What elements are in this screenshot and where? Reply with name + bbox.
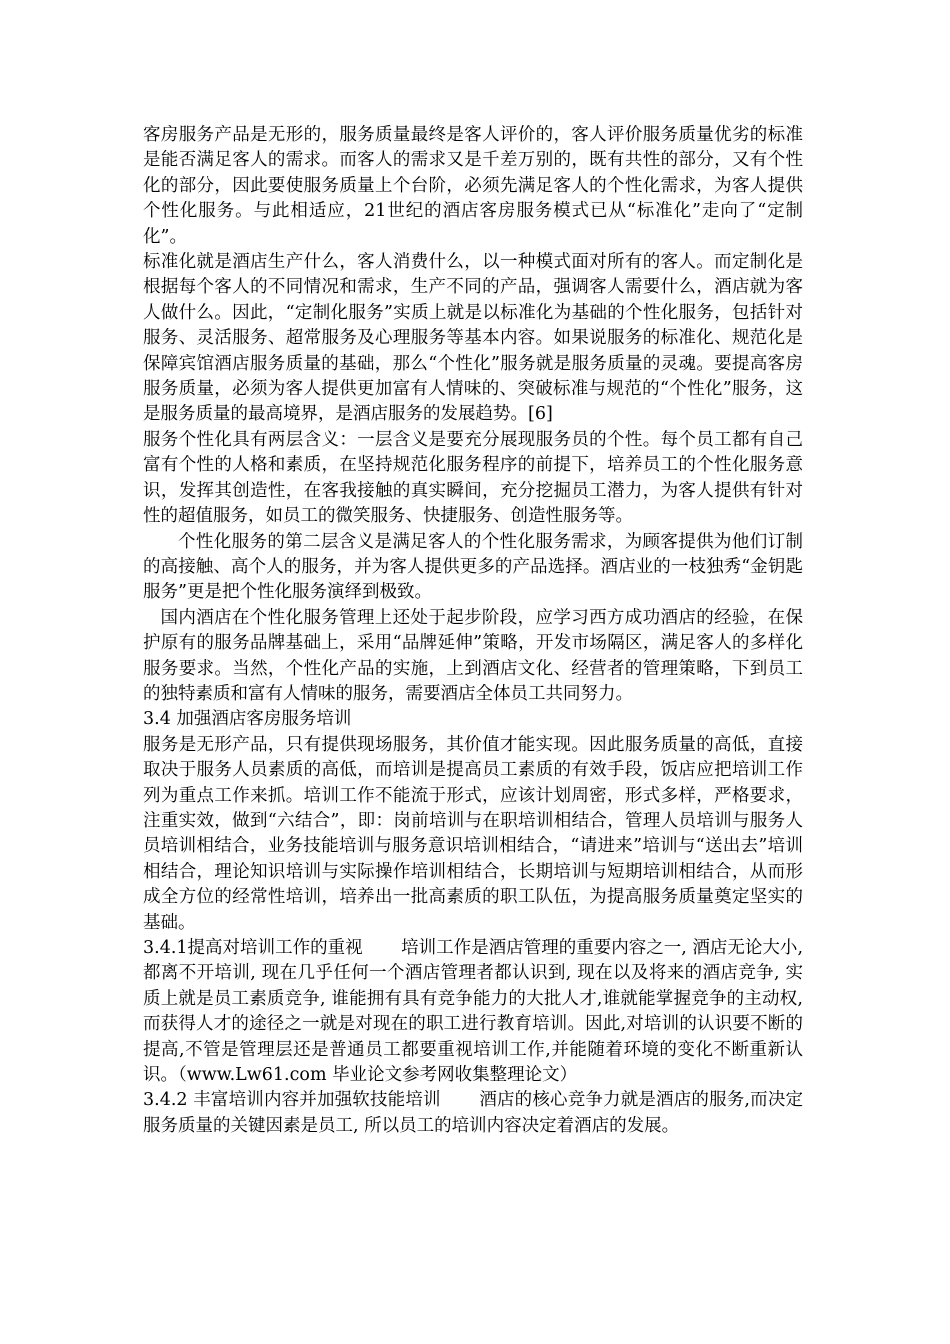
section-3-4-heading: 3.4 加强酒店客房服务培训 [143,709,352,730]
paragraph-two-meanings: 服务个性化具有两层含义：一层含义是要充分展现服务员的个性。每个员工都有自己富有个性的人格和素质，在坚持规范化服务程序的前提下，培养员工的个性化服务意识，发挥其创造性，在客我接触的真实瞬间，充分挖掘员工潜力，为客人提供有针对性的超值服务，如员工的微笑服务、快捷服务、创造性服务等。 [143,429,803,527]
paragraph-second-meaning: 个性化服务的第二层含义是满足客人的个性化服务需求，为顾客提供为他们订制的高接触、高个人的服务，并为客人提供更多的产品选择。酒店业的一枝独秀“金钥匙服务”更是把个性化服务演绎到极致。 [143,531,803,603]
section-3-4-1-heading: 3.4.1提高对培训工作的重视 [143,938,363,958]
section-3-4-1-body: 培训工作是酒店管理的重要内容之一, 酒店无论大小, 都离不开培训, 现在几乎任何一个酒店管理者都认识到, 现在以及将来的酒店竞争, 实质上就是员工素质竞争, 谁能拥有具有竞争能力的大批人才,谁就能掌握竞争的主动权, 而获得人才的途径之一就是对现在的职工进行教育培训。因此,对培训的认识要不断的提高,不管是管理层还是普通员工都要重视培训工作,并能随着环境的变化不断重新认识。（www.Lw61.com 毕业论文参考网收集整理论文） [143,938,804,1086]
section-3-4-2 [143,1088,803,1139]
section-3-4-1 [143,936,803,1088]
section-3-4-2-heading: 3.4.2 丰富培训内容并加强软技能培训 [143,1090,441,1111]
paragraph-personalized-need: 客房服务产品是无形的，服务质量最终是客人评价的，客人评价服务质量优劣的标准是能否满足客人的需求。而客人的需求又是千差万别的，既有共性的部分，又有个性化的部分，因此要使服务质量上个台阶，必须先满足客人的个性化需求，为客人提供个性化服务。与此相适应，21世纪的酒店客房服务模式已从“标准化”走向了“定制化”。 [143,125,803,247]
paragraph-domestic-hotels: 国内酒店在个性化服务管理上还处于起步阶段，应学习西方成功酒店的经验，在保护原有的服务品牌基础上，采用“品牌延伸”策略，开发市场隔区，满足客人的多样化服务要求。当然，个性化产品的实施，上到酒店文化、经营者的管理策略，下到员工的独特素质和富有人情味的服务，需要酒店全体员工共同努力。 [143,607,803,704]
paragraph-standardization: 标准化就是酒店生产什么，客人消费什么，以一种模式面对所有的客人。而定制化是根据每个客人的不同情况和需求，生产不同的产品，强调客人需要什么，酒店就为客人做什么。因此，“定制化服务”实质上就是以标准化为基础的个性化服务，包括针对服务、灵活服务、超常服务及心理服务等基本内容。如果说服务的标准化、规范化是保障宾馆酒店服务质量的基础，那么“个性化”服务就是服务质量的灵魂。要提高客房服务质量，必须为客人提供更加富有人情味的、突破标准与规范的“个性化”服务，这是服务质量的最高境界，是酒店服务的发展趋势。[6] [143,252,803,425]
document-page [143,123,803,1139]
section-3-4-2-body: 酒店的核心竞争力就是酒店的服务,而决定服务质量的关键因素是员工, 所以员工的培训内容决定着酒店的发展。 [143,1090,803,1136]
section-3-4-body: 服务是无形产品，只有提供现场服务，其价值才能实现。因此服务质量的高低，直接取决于服务人员素质的高低，而培训是提高员工素质的有效手段，饭店应把培训工作列为重点工作来抓。培训工作不能流于形式，应该计划周密，形式多样，严格要求，注重实效，做到“六结合”，即：岗前培训与在职培训相结合，管理人员培训与服务人员培训相结合，业务技能培训与服务意识培训相结合，“请进来”培训与“送出去”培训相结合，理论知识培训与实际操作培训相结合，长期培训与短期培训相结合，从而形成全方位的经常性培训，培养出一批高素质的职工队伍，为提高服务质量奠定坚实的基础。 [143,734,803,933]
